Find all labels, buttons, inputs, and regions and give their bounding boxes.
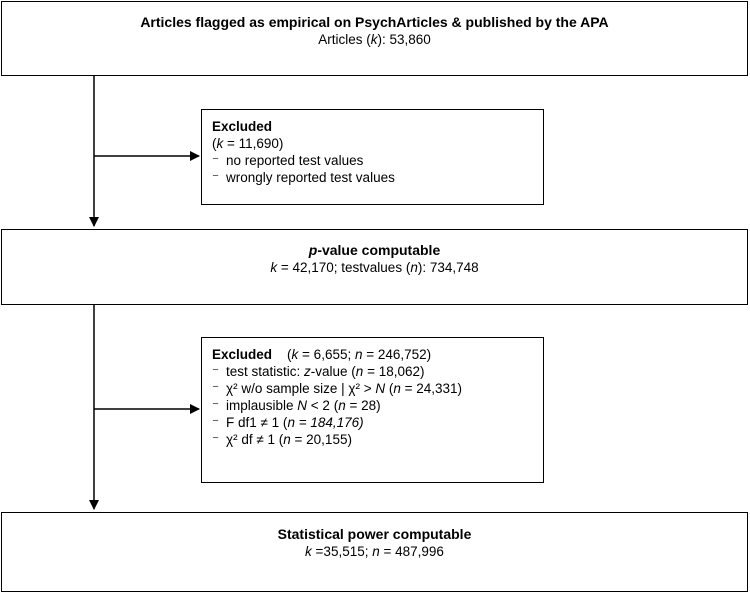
power-computable-counts: k =35,515; n = 487,996 bbox=[305, 544, 444, 559]
pvalue-computable-title: p-value computable bbox=[308, 242, 441, 258]
excluded-reason: ⁻ no reported test values bbox=[212, 153, 364, 168]
excluded-reason: ⁻ χ² df ≠ 1 (n = 20,155) bbox=[212, 432, 352, 447]
excluded-reason: ⁻ χ² w/o sample size | χ² > N (n = 24,331) bbox=[212, 381, 463, 396]
excluded-box-2 bbox=[201, 337, 544, 483]
excluded-reason: ⁻ implausible N < 2 (n = 28) bbox=[212, 398, 381, 413]
excluded-reason: ⁻ F df1 ≠ 1 (n = 184,176) bbox=[212, 415, 364, 430]
pvalue-computable-counts: k = 42,170; testvalues (n): 734,748 bbox=[270, 260, 479, 275]
articles-flagged-box bbox=[1, 1, 748, 76]
power-computable-title: Statistical power computable bbox=[277, 526, 472, 542]
articles-count: Articles (k): 53,860 bbox=[318, 32, 431, 47]
power-computable-box bbox=[1, 512, 748, 592]
articles-flagged-title: Articles flagged as empirical on PsychArticles & published by the APA bbox=[140, 14, 609, 30]
excluded-count-1: (k = 11,690) bbox=[212, 136, 284, 151]
pvalue-computable-box bbox=[1, 229, 748, 305]
excluded-title-1: Excluded bbox=[212, 119, 273, 134]
excluded-header-2: Excluded (k = 6,655; n = 246,752) bbox=[212, 347, 432, 362]
excluded-box-1 bbox=[201, 109, 544, 205]
excluded-reason: ⁻ test statistic: z-value (n = 18,062) bbox=[212, 364, 425, 379]
excluded-reason: ⁻ wrongly reported test values bbox=[212, 170, 395, 185]
